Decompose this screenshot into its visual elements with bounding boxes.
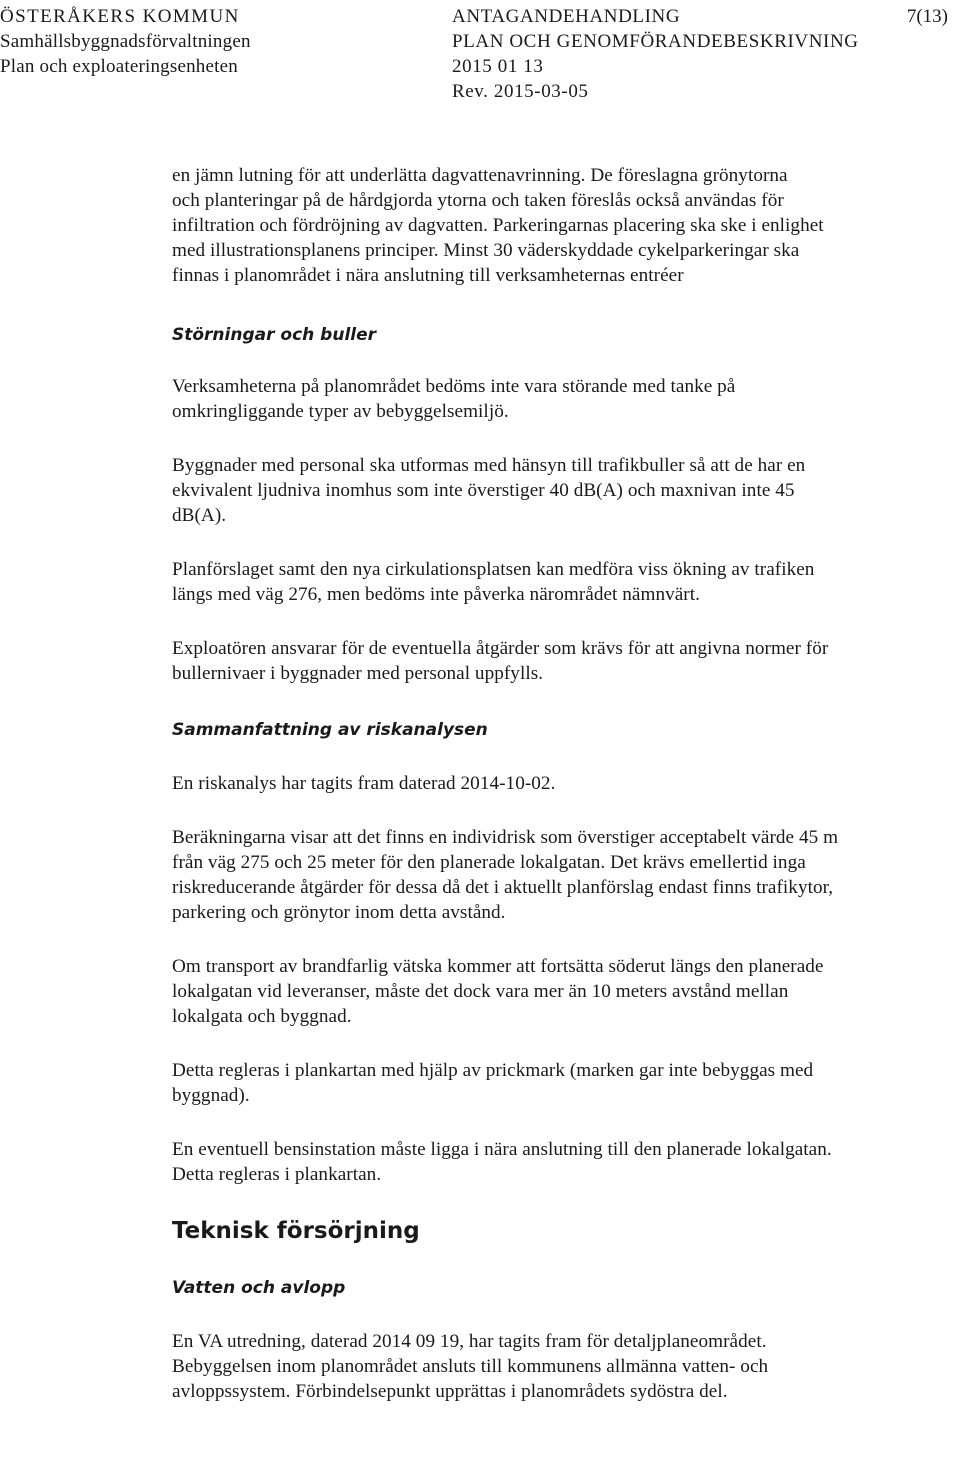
paragraph [172,557,960,607]
text-line: Detta regleras i plankartan med hjälp av prickmark (marken gar inte bebyggas med [172,1060,814,1081]
unit-name: Plan och exploateringsenheten [0,56,238,77]
paragraph [172,1058,960,1108]
text-line: och planteringar på de hårdgjorda ytorna och taken föreslås också användas för [172,190,784,211]
text-line: lokalgata och byggnad. [172,1006,352,1027]
text-line: En eventuell bensinstation måste ligga i nära anslutning till den planerade lokalgatan. [172,1139,832,1160]
text-line: En VA utredning, daterad 2014 09 19, har tagits fram för detaljplaneområdet. [172,1331,767,1352]
text-line: omkringliggande typer av bebyggelsemiljö. [172,401,509,422]
paragraph [172,825,960,925]
section-heading-technical: Teknisk försörjning [172,1218,420,1244]
text-line: Beräkningarna visar att det finns en individrisk som överstiger acceptabelt värde 45 m [172,827,839,848]
section-heading-risk: Sammanfattning av riskanalysen [172,720,488,740]
paragraph [172,636,960,686]
text-line: Byggnader med personal ska utformas med hänsyn till trafikbuller så att de har en [172,455,806,476]
text-line: parkering och grönytor inom detta avstånd. [172,902,506,923]
text-line: med illustrationsplanens principer. Minst 30 väderskyddade cykelparkeringar ska [172,240,800,261]
paragraph [172,954,960,1029]
text-line: byggnad). [172,1085,250,1106]
text-line: riskreducerande åtgärder för dessa då det i aktuellt planförslag endast finns trafikytor, [172,877,834,898]
text-line: Om transport av brandfarlig vätska kommer att fortsätta söderut längs den planerade [172,956,824,977]
page-number: 7(13) [906,6,948,27]
text-line: Verksamheterna på planområdet bedöms inte vara störande med tanke på [172,376,736,397]
header-organization-block [0,4,251,79]
subsection-heading-water: Vatten och avlopp [172,1278,346,1298]
section-heading-disturbance: Störningar och buller [172,325,377,345]
paragraph [172,374,960,424]
intro-paragraph [172,163,960,288]
text-line: Detta regleras i plankartan. [172,1164,382,1185]
organization-name: ÖSTERÅKERS KOMMUN [0,6,240,27]
text-line: ekvivalent ljudniva inomhus som inte överstiger 40 dB(A) och maxnivan inte 45 [172,480,795,501]
text-line: lokalgatan vid leveranser, måste det dock vara mer än 10 meters avstånd mellan [172,981,789,1002]
text-line: en jämn lutning för att underlätta dagvattenavrinning. De föreslagna grönytorna [172,165,788,186]
paragraph [172,1329,960,1404]
department-name: Samhällsbyggnadsförvaltningen [0,31,251,52]
text-line: från väg 275 och 25 meter för den planerade lokalgatan. Det krävs emellertid inga [172,852,806,873]
document-revision: Rev. 2015-03-05 [452,81,589,102]
page-header [0,4,960,114]
document-date: 2015 01 13 [452,56,544,77]
text-line: bullernivaer i byggnader med personal uppfylls. [172,663,544,684]
text-line: avloppssystem. Förbindelsepunkt upprättas i planområdets sydöstra del. [172,1381,728,1402]
text-line: Planförslaget samt den nya cirkulationsplatsen kan medföra viss ökning av trafiken [172,559,815,580]
text-line: Exploatören ansvarar för de eventuella åtgärder som krävs för att angivna normer för [172,638,829,659]
document-body [172,163,960,1404]
document-status: ANTAGANDEHANDLING [452,6,681,27]
paragraph [172,771,960,796]
document-title: PLAN OCH GENOMFÖRANDEBESKRIVNING [452,31,859,52]
text-line: längs med väg 276, men bedöms inte påverka närområdet nämnvärt. [172,584,700,605]
text-line: finnas i planområdet i nära anslutning till verksamheternas entréer [172,265,684,286]
text-line: infiltration och fördröjning av dagvatten. Parkeringarnas placering ska ske i enlighet [172,215,824,236]
text-line: En riskanalys har tagits fram daterad 2014-10-02. [172,773,556,794]
text-line: Bebyggelsen inom planområdet ansluts till kommunens allmänna vatten- och [172,1356,769,1377]
document-status-line [452,4,948,29]
text-line: dB(A). [172,505,227,526]
paragraph [172,1137,960,1187]
header-document-block [452,4,948,104]
paragraph [172,453,960,528]
